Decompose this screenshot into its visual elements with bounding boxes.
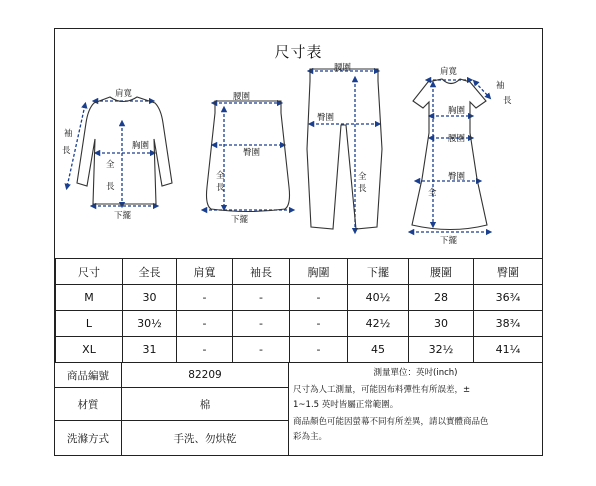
size-chart bbox=[54, 28, 543, 456]
shirt-sleeve-label-2: 長 bbox=[62, 146, 71, 156]
table-cell: - bbox=[177, 337, 233, 363]
shirt-hem-label: 下擺 bbox=[114, 211, 132, 221]
skirt-waist-label: 腰圍 bbox=[233, 92, 251, 102]
header-hip: 臀圍 bbox=[474, 259, 543, 285]
header-sleeve: 袖長 bbox=[233, 259, 290, 285]
garment-diagrams bbox=[55, 29, 542, 258]
pants-length-label-1: 全 bbox=[358, 172, 367, 182]
table-cell: XL bbox=[56, 337, 123, 363]
material-label: 材質 bbox=[55, 388, 122, 421]
header-length: 全長 bbox=[123, 259, 177, 285]
table-cell: - bbox=[233, 337, 290, 363]
header-hem: 下擺 bbox=[348, 259, 409, 285]
shirt-outline bbox=[77, 97, 172, 204]
dress-length-label: 全 bbox=[428, 188, 437, 198]
skirt-length-label-2: 長 bbox=[216, 183, 225, 193]
table-cell: 32½ bbox=[409, 337, 474, 363]
unit-note: 測量單位：英吋(inch) bbox=[373, 368, 458, 378]
table-cell: 30 bbox=[123, 285, 177, 311]
table-cell: 28 bbox=[409, 285, 474, 311]
product-code-value: 82209 bbox=[122, 363, 289, 388]
table-cell: - bbox=[233, 285, 290, 311]
dress-outline bbox=[412, 79, 487, 230]
pants-outline bbox=[307, 69, 382, 229]
pants-length-label-2: 長 bbox=[358, 184, 367, 194]
dress-sleeve-label-1: 袖 bbox=[496, 81, 505, 91]
pants-hip-label: 臀圍 bbox=[317, 113, 335, 123]
table-header-row bbox=[56, 259, 543, 285]
product-code-label: 商品編號 bbox=[55, 363, 122, 388]
material-value: 棉 bbox=[122, 388, 289, 421]
table-cell: M bbox=[56, 285, 123, 311]
header-size: 尺寸 bbox=[56, 259, 123, 285]
table-cell: 42½ bbox=[348, 311, 409, 337]
wash-value: 手洗、勿烘乾 bbox=[122, 421, 289, 456]
pants-waist-label: 腰圍 bbox=[334, 63, 352, 73]
dress-waist-label: 腰圍 bbox=[448, 134, 466, 144]
table-cell: 38¾ bbox=[474, 311, 543, 337]
table-row bbox=[56, 311, 543, 337]
note-color-line-1: 商品顏色可能因螢幕不同有所差異，請以實體商品色 bbox=[293, 417, 489, 427]
header-waist: 腰圍 bbox=[409, 259, 474, 285]
page-title: 尺寸表 bbox=[274, 43, 323, 61]
size-table bbox=[55, 258, 543, 363]
table-cell: 40½ bbox=[348, 285, 409, 311]
table-cell: 45 bbox=[348, 337, 409, 363]
shirt-length-label-2: 長 bbox=[106, 182, 115, 192]
table-cell: - bbox=[233, 311, 290, 337]
skirt-hip-label: 臀圍 bbox=[243, 148, 261, 158]
table-cell: - bbox=[290, 337, 348, 363]
table-cell: - bbox=[290, 285, 348, 311]
table-cell: 30 bbox=[409, 311, 474, 337]
skirt-hem-label: 下擺 bbox=[231, 215, 249, 225]
header-chest: 胸圍 bbox=[290, 259, 348, 285]
table-cell: 41¼ bbox=[474, 337, 543, 363]
shirt-length-label-1: 全 bbox=[106, 160, 115, 170]
dress-chest-label: 胸圍 bbox=[448, 106, 466, 116]
wash-label: 洗滌方式 bbox=[55, 421, 122, 456]
skirt-length-label-1: 全 bbox=[216, 171, 225, 181]
shirt-shoulder-label: 肩寬 bbox=[115, 89, 133, 99]
header-shoulder: 肩寬 bbox=[177, 259, 233, 285]
product-info bbox=[55, 363, 542, 456]
note-tolerance-line-1: 尺寸為人工測量，可能因布料彈性有所誤差，± bbox=[293, 385, 471, 395]
shirt-chest-label: 胸圍 bbox=[132, 141, 150, 151]
table-row bbox=[56, 337, 543, 363]
note-color-line-2: 彩為主。 bbox=[293, 432, 328, 442]
table-cell: - bbox=[177, 311, 233, 337]
dress-sleeve-label-2: 長 bbox=[503, 96, 512, 106]
dress-shoulder-label: 肩寬 bbox=[440, 67, 458, 77]
shirt-sleeve-label-1: 袖 bbox=[64, 129, 73, 139]
dress-hem-label: 下擺 bbox=[440, 236, 458, 246]
dress-hip-label: 臀圍 bbox=[448, 172, 466, 182]
table-cell: - bbox=[177, 285, 233, 311]
note-tolerance-line-2: 1~1.5 英吋皆屬正常範圍。 bbox=[293, 400, 399, 410]
table-cell: 36¾ bbox=[474, 285, 543, 311]
table-cell: 30½ bbox=[123, 311, 177, 337]
table-row bbox=[56, 285, 543, 311]
table-cell: - bbox=[290, 311, 348, 337]
table-cell: 31 bbox=[123, 337, 177, 363]
table-cell: L bbox=[56, 311, 123, 337]
